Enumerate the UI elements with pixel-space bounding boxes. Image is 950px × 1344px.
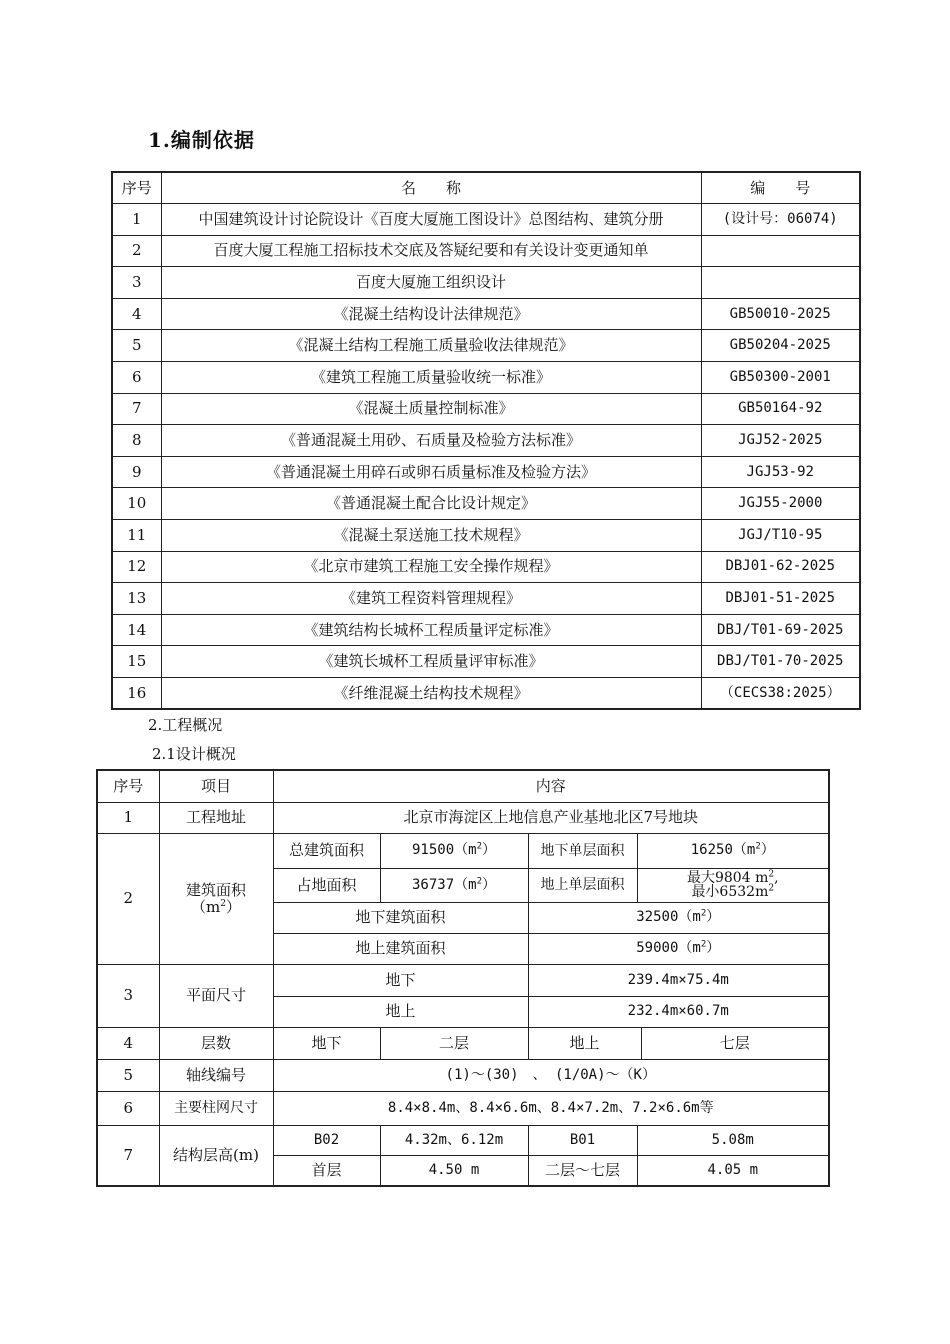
label-cell: 占地面积 [273,868,380,902]
header-cell: 项目 [159,770,273,802]
basis-table [111,171,861,710]
value-cell: $32500(m^2)$ [528,902,829,933]
document-code: JGJ53-92 [701,456,860,488]
document-name: 《北京市建筑工程施工安全操作规程》 [161,551,701,583]
label-cell: 地上单层面积 [528,868,637,902]
row-number: 2 [97,833,159,964]
item-cell: 建筑面积 $(m^2)$ [159,833,273,964]
table-row [112,551,860,583]
label-cell: 地上建筑面积 [273,933,528,964]
label-cell: 地下建筑面积 [273,902,528,933]
document-name: 《混凝土结构设计法律规范》 [161,298,701,330]
document-name: 中国建筑设计讨论院设计《百度大厦施工图设计》总图结构、建筑分册 [161,204,701,236]
row-number: 14 [112,614,161,646]
table-row [112,235,860,267]
value-cell: 4.50 m [380,1155,528,1186]
document-name: 《混凝土结构工程施工质量验收法律规范》 [161,330,701,362]
row-number: 3 [112,267,161,299]
value-cell: $91500(m^2)$ [380,833,528,868]
design-overview-table [96,769,830,1187]
document-code: DBJ/T01-69-2025 [701,614,860,646]
document-code: DBJ01-62-2025 [701,551,860,583]
label-cell: 地下单层面积 [528,833,637,868]
item-cell: 结构层高(m) [159,1125,273,1186]
row-number: 6 [97,1091,159,1125]
document-code: GB50204-2025 [701,330,860,362]
row-number: 5 [97,1059,159,1091]
table-row [97,802,829,833]
table-row [112,614,860,646]
item-cell: 层数 [159,1027,273,1059]
row-number: 10 [112,488,161,520]
table-row [112,456,860,488]
value-cell: 5.08m [637,1125,829,1155]
table-row [112,520,860,552]
row-number: 12 [112,551,161,583]
document-name: 《建筑长城杯工程质量评审标准》 [161,646,701,678]
row-number: 7 [112,393,161,425]
table-row [112,425,860,457]
header-cell: 内容 [273,770,829,802]
item-cell: 主要柱网尺寸 [159,1091,273,1125]
table-row [97,770,829,802]
table-row [112,583,860,615]
document-code: JGJ52-2025 [701,425,860,457]
document-code: （CECS38:2025） [701,678,860,710]
document-code [701,235,860,267]
label-cell: B01 [528,1125,637,1155]
value-cell: 4.05 m [637,1155,829,1186]
value-cell: 最大9804 $m^2$, 最小$6532m^2$ [637,868,829,902]
row-number: 13 [112,583,161,615]
label-cell: 总建筑面积 [273,833,380,868]
document-name: 百度大厦施工组织设计 [161,267,701,299]
document-name: 百度大厦工程施工招标技术交底及答疑纪要和有关设计变更通知单 [161,235,701,267]
document-code: GB50010-2025 [701,298,860,330]
label-cell: 地上 [273,996,528,1027]
table-row [112,298,860,330]
row-number: 1 [97,802,159,833]
item-cell: 轴线编号 [159,1059,273,1091]
document-name: 《混凝土泵送施工技术规程》 [161,520,701,552]
table-row [112,678,860,710]
label-cell: 首层 [273,1155,380,1186]
label-cell: B02 [273,1125,380,1155]
document-code [701,267,860,299]
value-cell: 232.4m×60.7m [528,996,829,1027]
label-cell: 二层～七层 [528,1155,637,1186]
document-name: 《普通混凝土用碎石或卵石质量标准及检验方法》 [161,456,701,488]
table-row [97,1027,829,1059]
document-name: 《混凝土质量控制标准》 [161,393,701,425]
item-cell: 工程地址 [159,802,273,833]
document-name: 《纤维混凝土结构技术规程》 [161,678,701,710]
table-row [112,646,860,678]
table-row [97,1125,829,1155]
table-row [112,393,860,425]
label-cell: 地上 [528,1027,641,1059]
document-name: 《建筑结构长城杯工程质量评定标准》 [161,614,701,646]
value-cell: 二层 [380,1027,528,1059]
document-code: JGJ55-2000 [701,488,860,520]
row-number: 9 [112,456,161,488]
value-cell: 239.4m×75.4m [528,964,829,996]
row-number: 7 [97,1125,159,1186]
page-title: 1.编制依据 [148,128,255,152]
section-heading-overview: 2.工程概况 [148,716,223,734]
row-number: 4 [112,298,161,330]
label-cell: 地下 [273,1027,380,1059]
table-header-row [112,172,860,204]
header-cell: 序号 [112,172,161,204]
section-heading-design: 2.1设计概况 [152,745,236,763]
document-code: GB50164-92 [701,393,860,425]
header-cell: 名 称 [161,172,701,204]
table-row [97,1059,829,1091]
document-name: 《建筑工程资料管理规程》 [161,583,701,615]
value-cell: $36737(m^2)$ [380,868,528,902]
document-code: JGJ/T10-95 [701,520,860,552]
row-number: 5 [112,330,161,362]
header-cell: 编 号 [701,172,860,204]
row-number: 16 [112,678,161,710]
row-number: 11 [112,520,161,552]
document-code: DBJ01-51-2025 [701,583,860,615]
document-name: 《普通混凝土用砂、石质量及检验方法标准》 [161,425,701,457]
table-row [112,267,860,299]
document-name: 《普通混凝土配合比设计规定》 [161,488,701,520]
table-row [112,362,860,394]
value-cell: 七层 [641,1027,829,1059]
content-cell: 北京市海淀区上地信息产业基地北区7号地块 [273,802,829,833]
document-code: GB50300-2001 [701,362,860,394]
value-cell: $16250(m^2)$ [637,833,829,868]
content-cell: 8.4×8.4m、8.4×6.6m、8.4×7.2m、7.2×6.6m等 [273,1091,829,1125]
value-cell: $59000(m^2)$ [528,933,829,964]
document-code: (设计号：06074) [701,204,860,236]
row-number: 6 [112,362,161,394]
content-cell: (1)～(30) 、 (1/0A)～（K） [273,1059,829,1091]
row-number: 2 [112,235,161,267]
document-name: 《建筑工程施工质量验收统一标准》 [161,362,701,394]
row-number: 1 [112,204,161,236]
table-row [112,330,860,362]
label-cell: 地下 [273,964,528,996]
table-row [112,204,860,236]
row-number: 15 [112,646,161,678]
header-cell: 序号 [97,770,159,802]
row-number: 4 [97,1027,159,1059]
row-number: 3 [97,964,159,1027]
row-number: 8 [112,425,161,457]
document-code: DBJ/T01-70-2025 [701,646,860,678]
item-cell: 平面尺寸 [159,964,273,1027]
table-row [97,964,829,996]
table-row [112,488,860,520]
table-row [97,1091,829,1125]
table-row [97,833,829,868]
value-cell: 4.32m、6.12m [380,1125,528,1155]
